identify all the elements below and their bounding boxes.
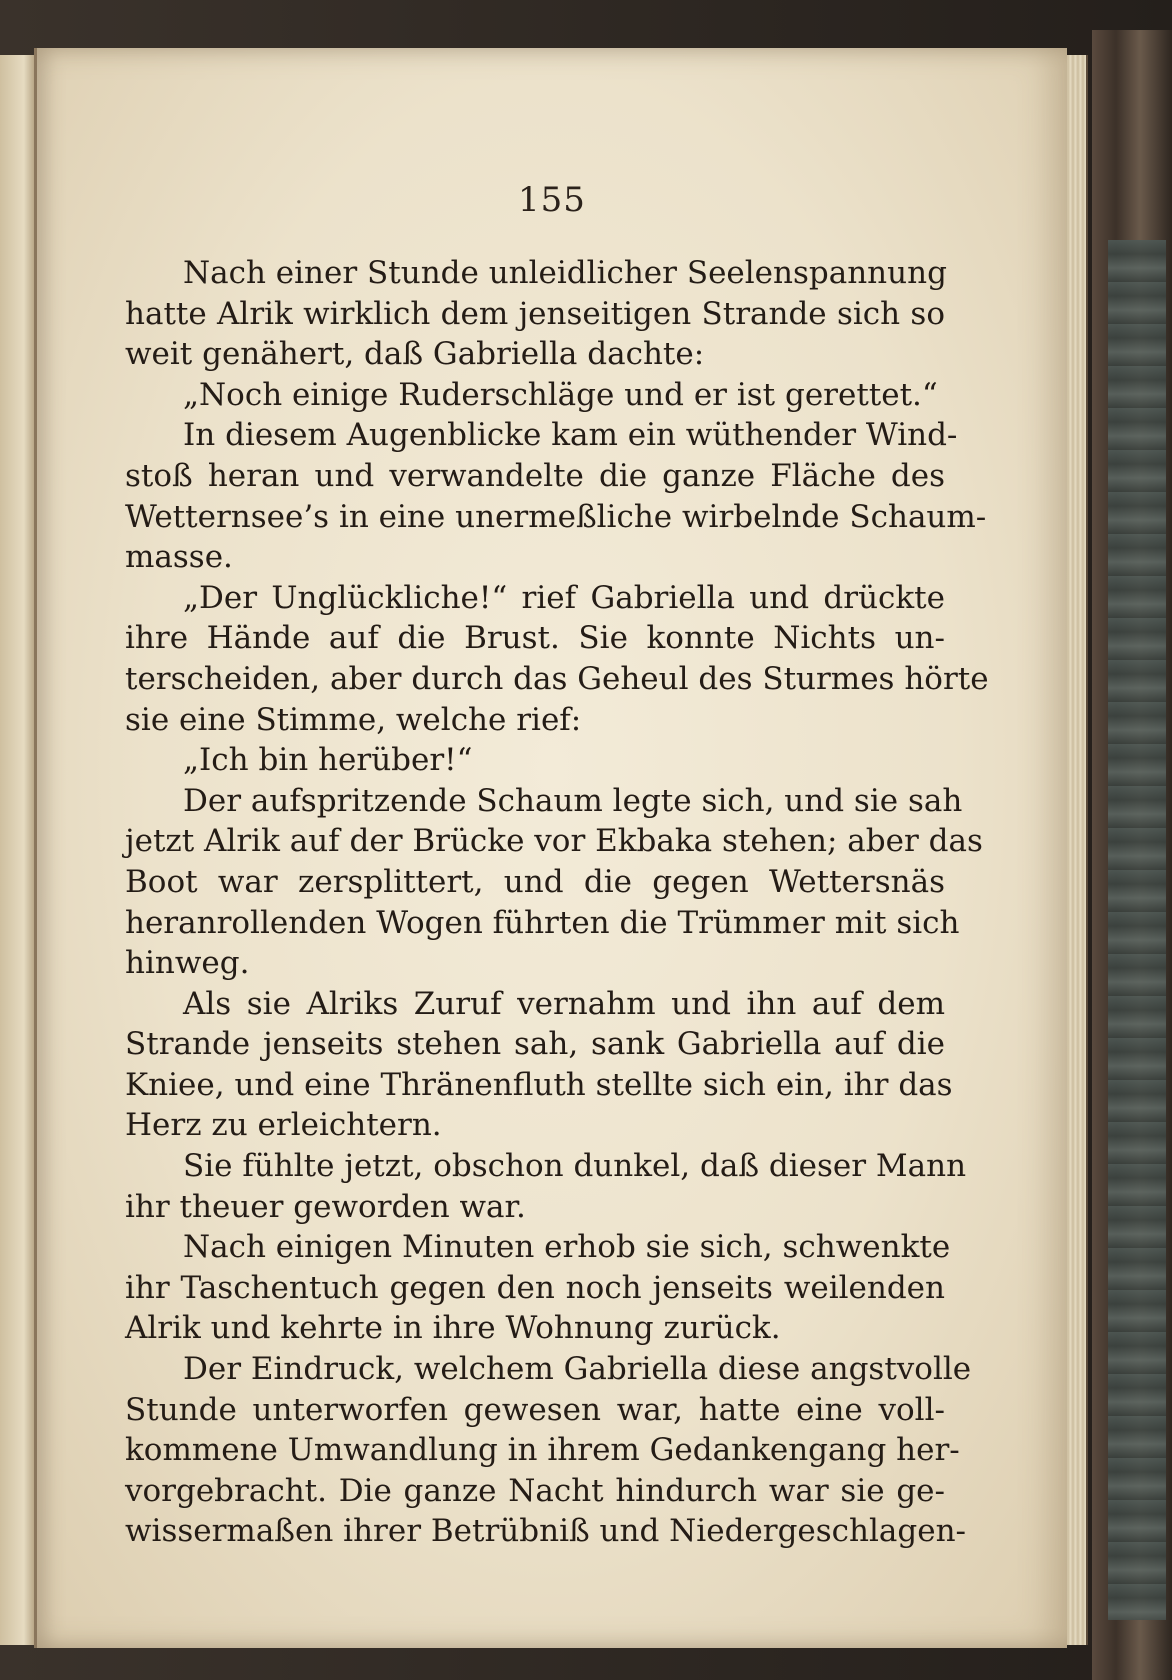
text-line: vorgebracht. Die ganze Nacht hindurch war sie ge- xyxy=(125,1472,945,1509)
text-line: kommene Umwandlung in ihrem Gedankengang her- xyxy=(125,1432,960,1469)
page-number: 155 xyxy=(518,180,586,220)
text-line: terscheiden, aber durch das Geheul des Sturmes hörte xyxy=(125,660,989,697)
text-line: jetzt Alrik auf der Brücke vor Ekbaka stehen; aber das xyxy=(125,823,983,860)
text-line: Sie fühlte jetzt, obschon dunkel, daß dieser Mann xyxy=(183,1148,967,1185)
text-line: weit genähert, daß Gabriella dachte: xyxy=(125,336,705,373)
text-line: heranrollenden Wogen führten die Trümmer mit sich xyxy=(125,904,960,941)
text-line: Boot war zersplittert, und die gegen Wettersnäs xyxy=(125,863,945,900)
text-line: Alrik und kehrte in ihre Wohnung zurück. xyxy=(125,1310,781,1347)
text-line: masse. xyxy=(125,539,233,576)
text-line: ihr Taschentuch gegen den noch jenseits weilenden xyxy=(125,1269,945,1306)
text-line: Nach einer Stunde unleidlicher Seelenspannung xyxy=(183,255,947,291)
text-line: Als sie Alriks Zuruf vernahm und ihn auf dem xyxy=(183,985,945,1022)
text-line: hatte Alrik wirklich dem jenseitigen Strande sich so xyxy=(125,295,945,332)
text-line: hinweg. xyxy=(125,945,250,982)
text-line: In diesem Augenblicke kam ein wüthender Wind- xyxy=(183,417,958,454)
book-page xyxy=(34,48,1067,1648)
cover-marbling xyxy=(1108,240,1166,1620)
text-line: „Ich bin herüber!“ xyxy=(183,742,473,779)
text-line: Stunde unterworfen gewesen war, hatte eine voll- xyxy=(125,1391,945,1428)
text-line: stoß heran und verwandelte die ganze Fläche des xyxy=(125,457,945,494)
left-page-edge xyxy=(0,55,36,1645)
text-line: „Noch einige Ruderschläge und er ist gerettet.“ xyxy=(183,376,938,413)
text-line: Der Eindruck, welchem Gabriella diese angstvolle xyxy=(183,1351,972,1388)
text-line: Strande jenseits stehen sah, sank Gabriella auf die xyxy=(125,1026,945,1063)
text-line: Wetternsee’s in eine unermeßliche wirbelnde Schaum- xyxy=(125,498,987,535)
text-line: wissermaßen ihrer Betrübniß und Niedergeschlagen- xyxy=(125,1513,967,1550)
book-cover-edge xyxy=(1092,30,1172,1680)
text-line: „Der Unglückliche!“ rief Gabriella und drückte xyxy=(183,579,945,616)
text-line: Kniee, und eine Thränenfluth stellte sich ein, ihr das xyxy=(125,1066,953,1103)
text-line: ihre Hände auf die Brust. Sie konnte Nichts un- xyxy=(125,620,945,657)
text-line: sie eine Stimme, welche rief: xyxy=(125,701,582,738)
body-text xyxy=(125,253,989,1552)
text-line: Der aufspritzende Schaum legte sich, und sie sah xyxy=(183,782,963,819)
text-line: Herz zu erleichtern. xyxy=(125,1107,442,1144)
text-line: Nach einigen Minuten erhob sie sich, schwenkte xyxy=(183,1229,951,1266)
text-line: ihr theuer geworden war. xyxy=(125,1188,526,1225)
